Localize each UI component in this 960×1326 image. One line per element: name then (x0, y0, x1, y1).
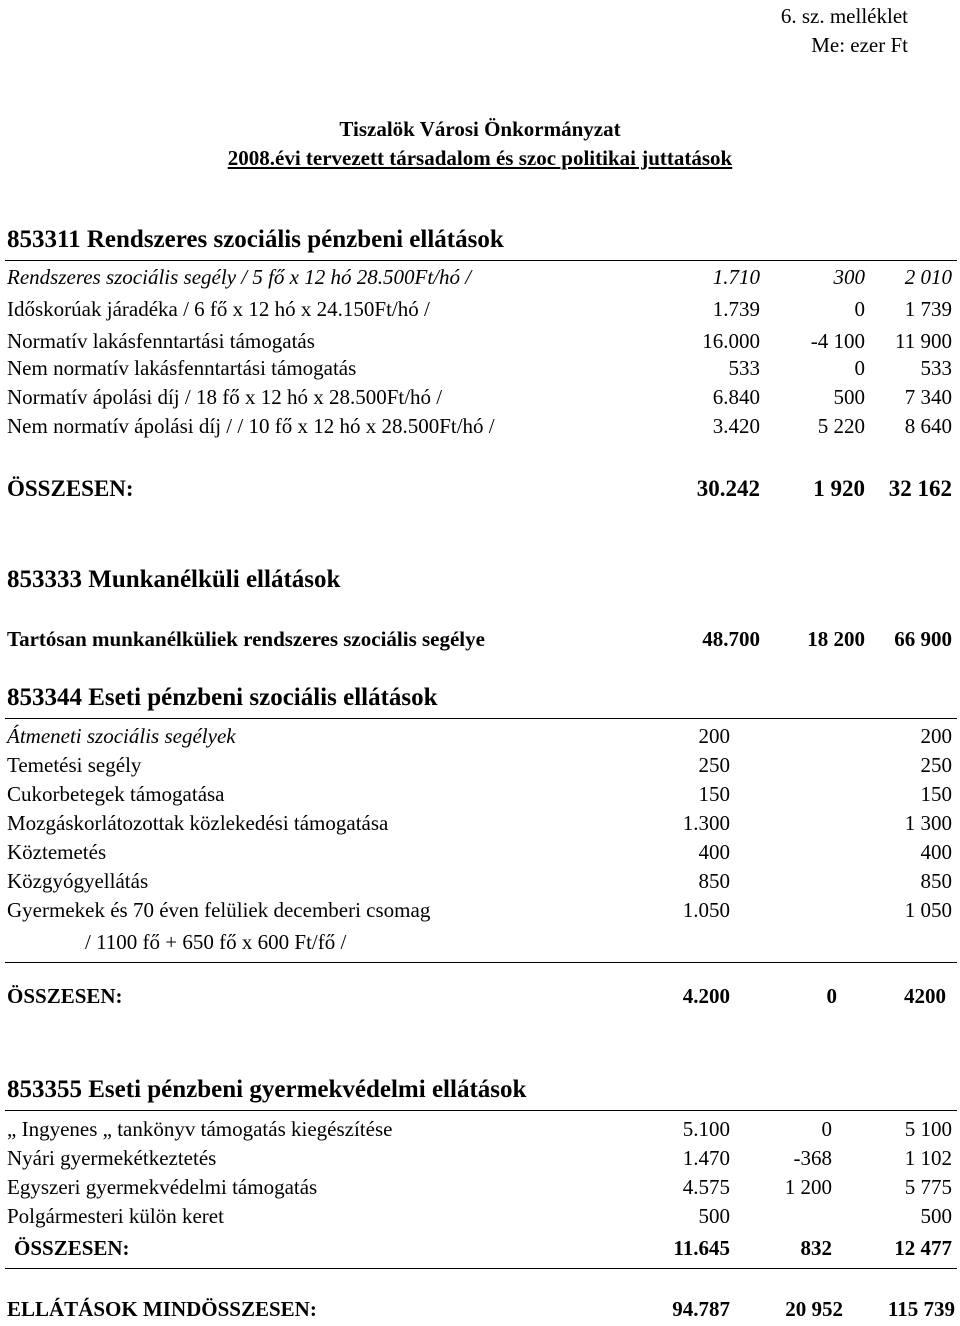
annex-number: 6. sz. melléklet (780, 4, 908, 28)
total-value: 11 900 (895, 329, 952, 353)
change-value: 1 200 (784, 1175, 832, 1199)
total-value: 1 050 (904, 898, 952, 922)
table-row (0, 356, 960, 385)
row-label: Normatív lakásfenntartási támogatás (7, 329, 315, 353)
table-row (0, 265, 960, 294)
org-title: Tiszalök Városi Önkormányzat (339, 117, 621, 141)
planned-total: 30.242 (696, 476, 760, 501)
table-row (0, 329, 960, 358)
planned-value: 1.300 (682, 811, 730, 835)
planned-value: 250 (698, 753, 730, 777)
change-value: 500 (833, 385, 865, 409)
change-value: 300 (833, 265, 865, 289)
change-value: -4 100 (810, 329, 865, 353)
total-value: 8 640 (904, 414, 952, 438)
table-row (0, 297, 960, 326)
section-divider (5, 260, 957, 261)
change-value: 5 220 (817, 414, 865, 438)
planned-value: 533 (728, 356, 760, 380)
grand-total-row (0, 1297, 960, 1326)
row-label: Rendszeres szociális segély / 5 fő x 12 hó 28.500Ft/hó / (7, 265, 472, 289)
section-total-row (0, 1236, 960, 1265)
planned-value: 5.100 (682, 1117, 730, 1141)
planned-value: 1.050 (682, 898, 730, 922)
total-label: ÖSSZESEN: (7, 476, 134, 501)
planned-value: 1.739 (712, 297, 760, 321)
change-value: -368 (793, 1146, 832, 1170)
section-title-853355: 853355 Eseti pénzbeni gyermekvédelmi ellátások (7, 1076, 527, 1103)
change-total: 0 (826, 984, 837, 1008)
row-label: Normatív ápolási díj / 18 fő x 12 hó x 28.500Ft/hó / (7, 385, 443, 409)
table-row (0, 753, 960, 782)
planned-total: 11.645 (673, 1236, 730, 1260)
section-divider (5, 962, 957, 963)
planned-value: 400 (698, 840, 730, 864)
planned-value: 48.700 (702, 627, 760, 651)
table-row (0, 1204, 960, 1233)
planned-value: 850 (698, 869, 730, 893)
table-row (0, 782, 960, 811)
section-total-row (0, 476, 960, 505)
row-label: Nyári gyermekétkeztetés (7, 1146, 217, 1170)
grand-value: 32 162 (888, 476, 952, 501)
grand-total-value: 115 739 (887, 1297, 955, 1321)
total-value: 1 300 (904, 811, 952, 835)
total-value: 66 900 (894, 627, 952, 651)
table-row (0, 1117, 960, 1146)
row-label: Időskorúak járadéka / 6 fő x 12 hó x 24.150Ft/hó / (7, 297, 430, 321)
table-row (0, 1175, 960, 1204)
row-label: Polgármesteri külön keret (7, 1204, 224, 1228)
planned-value: 6.840 (712, 385, 760, 409)
planned-value: 4.575 (682, 1175, 730, 1199)
total-label: ÖSSZESEN: (7, 984, 123, 1008)
row-label: Nem normatív lakásfenntartási támogatás (7, 356, 357, 380)
package-note: / 1100 fő + 650 fő x 600 Ft/fő / (85, 930, 347, 954)
planned-value: 500 (698, 1204, 730, 1228)
section-title-853344: 853344 Eseti pénzbeni szociális ellátások (7, 684, 438, 711)
row-label: Köztemetés (7, 840, 107, 864)
grand-planned: 94.787 (672, 1297, 730, 1321)
table-row (0, 1146, 960, 1175)
table-row (0, 627, 960, 656)
total-value: 1 102 (904, 1146, 952, 1170)
grand-total-label: ELLÁTÁSOK MINDÖSSZESEN: (7, 1297, 317, 1321)
total-value: 1 739 (904, 297, 952, 321)
row-label: Tartósan munkanélküliek rendszeres szociális segélye (7, 627, 485, 651)
table-row (0, 869, 960, 898)
row-label: Közgyógyellátás (7, 869, 149, 893)
total-value: 200 (920, 724, 952, 748)
row-label: Nem normatív ápolási díj / / 10 fő x 12 hó x 28.500Ft/hó / (7, 414, 495, 438)
table-row (0, 840, 960, 869)
grand-change: 20 952 (785, 1297, 843, 1321)
total-value: 500 (920, 1204, 952, 1228)
section-title-853333: 853333 Munkanélküli ellátások (7, 566, 341, 593)
total-value: 533 (920, 356, 952, 380)
total-value: 850 (920, 869, 952, 893)
section-divider (5, 1110, 957, 1111)
section-divider (5, 1268, 957, 1269)
planned-value: 200 (698, 724, 730, 748)
table-row (0, 724, 960, 753)
table-row (0, 414, 960, 443)
planned-value: 1.710 (712, 265, 760, 289)
section-total-row (0, 984, 960, 1013)
total-value: 2 010 (904, 265, 952, 289)
unit-label: Me: ezer Ft (811, 33, 908, 57)
total-value: 250 (920, 753, 952, 777)
row-label: Temetési segély (7, 753, 142, 777)
total-value: 7 340 (904, 385, 952, 409)
section-title-853311: 853311 Rendszeres szociális pénzbeni ellátások (7, 226, 504, 253)
row-label: Átmeneti szociális segélyek (7, 724, 236, 748)
section-divider (5, 718, 957, 719)
planned-value: 150 (698, 782, 730, 806)
table-row (0, 385, 960, 414)
change-value: 0 (854, 297, 865, 321)
grand-value: 12 477 (894, 1236, 952, 1260)
planned-value: 1.470 (682, 1146, 730, 1170)
planned-value: 16.000 (702, 329, 760, 353)
change-total: 1 920 (813, 476, 865, 501)
row-label: Gyermekek és 70 éven felüliek decemberi csomag (7, 898, 431, 922)
grand-value: 4200 (904, 984, 946, 1008)
total-label: ÖSSZESEN: (14, 1236, 130, 1260)
total-value: 400 (920, 840, 952, 864)
table-row (0, 811, 960, 840)
change-value: 0 (854, 356, 865, 380)
change-value: 0 (821, 1117, 832, 1141)
document-subtitle: 2008.évi tervezett társadalom és szoc politikai juttatások (227, 146, 733, 170)
total-value: 5 100 (904, 1117, 952, 1141)
row-label: Cukorbetegek támogatása (7, 782, 225, 806)
row-label: Mozgáskorlátozottak közlekedési támogatása (7, 811, 389, 835)
planned-value: 3.420 (712, 414, 760, 438)
planned-total: 4.200 (682, 984, 730, 1008)
total-value: 5 775 (904, 1175, 952, 1199)
change-total: 832 (800, 1236, 832, 1260)
row-label: „ Ingyenes „ tankönyv támogatás kiegészítése (7, 1117, 393, 1141)
row-label: Egyszeri gyermekvédelmi támogatás (7, 1175, 318, 1199)
change-value: 18 200 (807, 627, 865, 651)
total-value: 150 (920, 782, 952, 806)
table-row (0, 898, 960, 927)
